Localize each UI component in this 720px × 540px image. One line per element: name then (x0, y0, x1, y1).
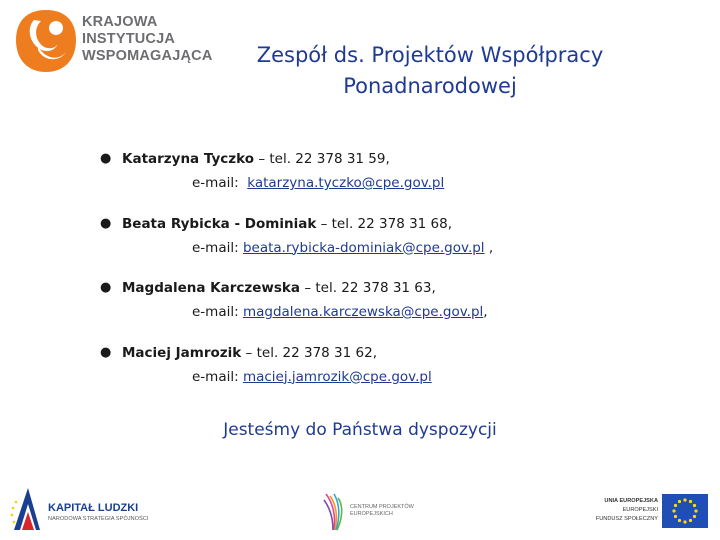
page-title-line: Ponadnarodowej (343, 74, 517, 98)
kiw-logo-icon (14, 8, 78, 74)
kapital-ludzki-subtitle: NARODOWA STRATEGIA SPÓJNOŚCI (48, 516, 149, 522)
closing-note: Jesteśmy do Państwa dyspozycji (223, 420, 497, 440)
cpe-logo-line: EUROPEJSKICH (350, 511, 393, 517)
kapital-ludzki-logo (10, 486, 160, 532)
kiw-logo-line: INSTYTUCJA (82, 31, 176, 47)
kapital-ludzki-name: KAPITAŁ LUDZKI (48, 502, 139, 514)
contact-item (100, 150, 700, 215)
contact-phone: – tel. 22 378 31 68, (316, 215, 453, 232)
email-link[interactable]: beata.rybicka-dominiak@cpe.gov.pl (242, 239, 485, 256)
kiw-logo-line: KRAJOWA (82, 14, 158, 30)
page-title (220, 40, 640, 102)
contact-email-line (192, 368, 432, 386)
contact-name: Beata Rybicka - Dominiak (122, 215, 317, 232)
cpe-logo-line: CENTRUM PROJEKTÓW (350, 504, 414, 510)
email-link[interactable]: maciej.jamrozik@cpe.gov.pl (242, 368, 432, 385)
eu-logo-line: UNIA EUROPEJSKA (604, 498, 658, 504)
contact-list (100, 150, 700, 408)
contact-item (100, 215, 700, 280)
email-label: e-mail: (192, 239, 243, 256)
eu-logo-line: FUNDUSZ SPOŁECZNY (595, 516, 658, 522)
contact-item (100, 344, 700, 409)
email-link[interactable]: katarzyna.tyczko@cpe.gov.pl (247, 175, 445, 191)
email-label: e-mail: (192, 175, 248, 191)
eu-logo-text (588, 497, 658, 524)
contact-phone: – tel. 22 378 31 62, (241, 344, 377, 361)
email-suffix: , (484, 239, 494, 256)
bullet-icon: ● (100, 344, 112, 360)
page-title-line: Zespół ds. Projektów Współpracy (256, 43, 604, 67)
contact-name: Magdalena Karczewska (122, 280, 301, 296)
email-label: e-mail: (192, 304, 243, 320)
email-label: e-mail: (192, 368, 243, 385)
contact-email-line (192, 239, 493, 257)
kiw-logo-line: WSPOMAGAJĄCA (82, 48, 213, 64)
eu-logo (588, 494, 710, 530)
cpe-logo-text (350, 504, 414, 518)
eu-logo-line: EUROPEJSKI (622, 507, 658, 513)
contact-name: Maciej Jamrozik (122, 344, 242, 361)
contact-email-line (192, 303, 488, 321)
cpe-logo-icon (322, 492, 348, 532)
kiw-logo-text (82, 14, 213, 65)
contact-phone: – tel. 22 378 31 63, (300, 280, 436, 296)
bullet-icon: ● (100, 280, 112, 295)
contact-name: Katarzyna Tyczko (122, 151, 255, 167)
contact-item (100, 279, 700, 344)
contact-phone: – tel. 22 378 31 59, (254, 151, 390, 167)
contact-line (122, 215, 452, 233)
contact-line (122, 344, 377, 362)
contact-email-line (192, 174, 444, 192)
email-link[interactable]: magdalena.karczewska@cpe.gov.pl (242, 304, 484, 320)
contact-line (122, 150, 390, 168)
cpe-logo (322, 492, 422, 532)
email-suffix: , (483, 304, 488, 320)
eu-flag-icon (662, 494, 708, 528)
kapital-ludzki-logo-icon (10, 486, 44, 532)
contact-line (122, 279, 436, 297)
bullet-icon: ● (100, 215, 112, 231)
bullet-icon: ● (100, 151, 112, 166)
kiw-logo (14, 8, 214, 74)
